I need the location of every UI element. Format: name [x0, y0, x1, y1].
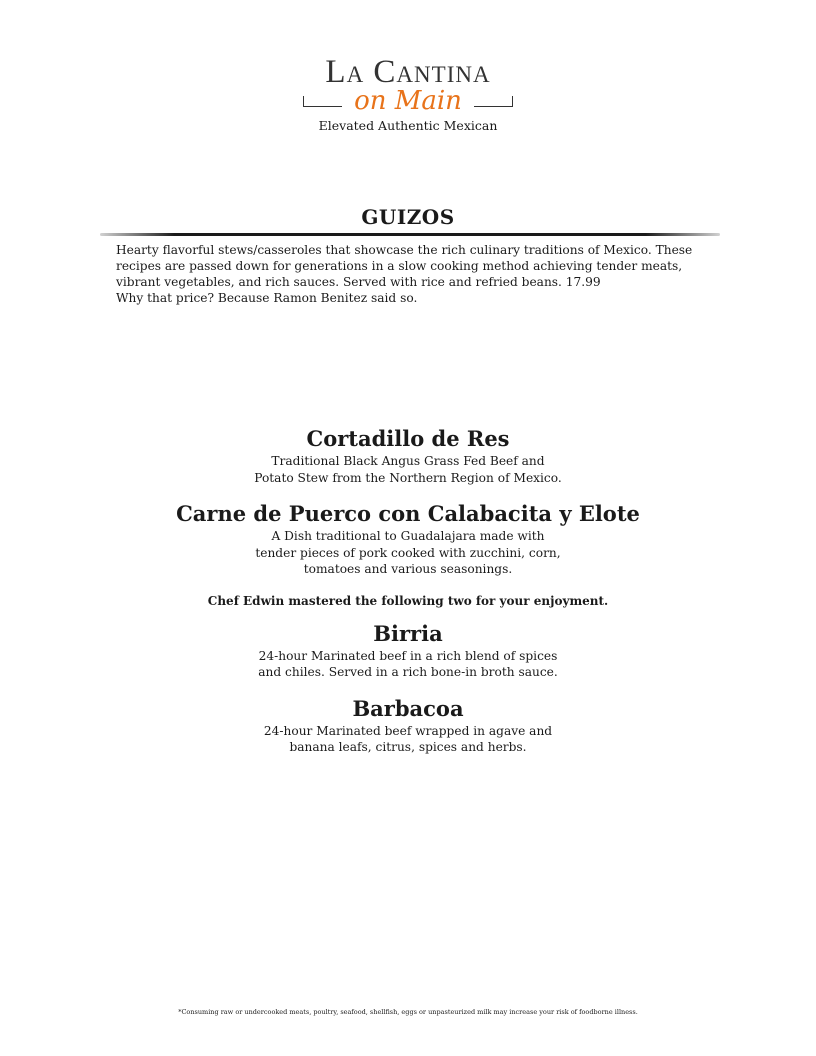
dish-description-line: tender pieces of pork cooked with zucchini, corn, [255, 545, 561, 560]
tagline: Elevated Authentic Mexican [318, 118, 498, 133]
intro-price-note: Why that price? Because Ramon Benitez said so. [116, 291, 418, 305]
logo-subtitle: on Main [354, 86, 462, 116]
dish-birria [0, 620, 816, 681]
dish-description-line: banana leafs, citrus, spices and herbs. [289, 740, 527, 754]
logo-title: La Cantina [325, 54, 491, 90]
dish-description-line: 24-hour Marinated beef in a rich blend of spices [258, 648, 558, 663]
logo-subtitle-row [299, 86, 517, 116]
dish-cortadillo [0, 425, 816, 486]
logo-bracket-right [474, 96, 513, 107]
dish-barbacoa [0, 695, 816, 756]
health-disclaimer: *Consuming raw or undercooked meats, poultry, seafood, shellfish, eggs or unpasteurized milk may increase your risk of foodborne illness. [178, 1008, 638, 1016]
dish-name: Birria [373, 620, 443, 646]
restaurant-logo [0, 54, 816, 133]
dish-carne-de-puerco [0, 500, 816, 578]
dish-description-line: Traditional Black Angus Grass Fed Beef and [271, 454, 545, 468]
dish-name: Carne de Puerco con Calabacita y Elote [176, 501, 640, 526]
section-divider [100, 233, 720, 236]
dish-list [0, 425, 816, 756]
dish-description-line: A Dish traditional to Guadalajara made with [271, 529, 545, 543]
dish-description-line: and chiles. Served in a rich bone-in broth sauce. [258, 665, 558, 679]
dish-name: Barbacoa [352, 695, 464, 721]
dish-description-line: tomatoes and various seasonings. [303, 562, 513, 576]
dish-name: Cortadillo de Res [306, 426, 510, 451]
dish-description-line: Potato Stew from the Northern Region of Mexico. [254, 470, 562, 485]
intro-paragraph: Hearty flavorful stews/casseroles that showcase the rich culinary traditions of Mexico. These recipes are passed down for generations in a slow cooking method achieving tender meats, vibrant vegetables, and rich sauces. Served with rice and refried beans. 17.99 [116, 243, 693, 289]
section-intro [116, 242, 716, 306]
section-title: GUIZOS [361, 205, 455, 229]
chef-note: Chef Edwin mastered the following two for your enjoyment. [207, 593, 609, 608]
dish-description-line: 24-hour Marinated beef wrapped in agave and [263, 723, 553, 738]
